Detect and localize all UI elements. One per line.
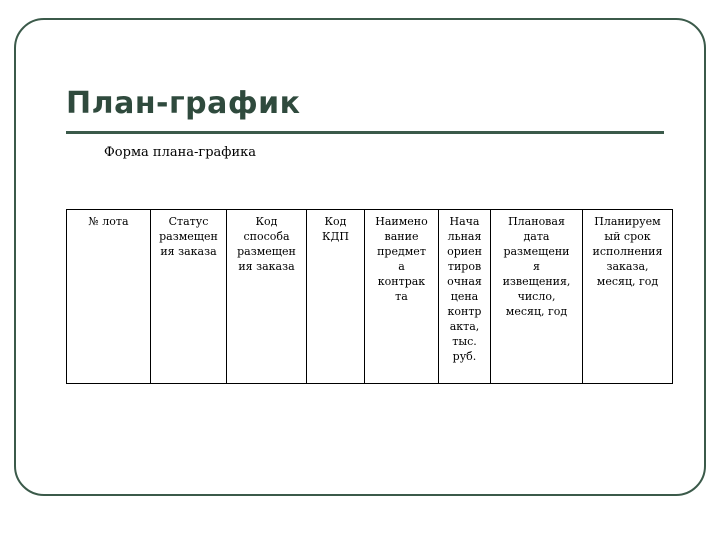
col-lot-number: № лота (67, 210, 151, 384)
col-planned-execution-term: Планируем ый срок исполнения заказа, месяц, год (583, 210, 673, 384)
title-divider (66, 131, 664, 134)
col-contract-subject: Наимено вание предмет а контрак та (365, 210, 439, 384)
col-kdp-code: Код КДП (307, 210, 365, 384)
col-initial-price: Нача льная ориен тиров очная цена контр акта, тыс. руб. (439, 210, 491, 384)
col-planned-notice-date: Плановая дата размещени я извещения, число, месяц, год (491, 210, 583, 384)
table-header-row (67, 210, 673, 384)
slide-title: План-график (66, 86, 301, 121)
subtitle: Форма плана-графика (104, 145, 257, 160)
plan-schedule-table (66, 209, 673, 384)
col-order-status: Статус размещен ия заказа (151, 210, 227, 384)
col-placement-method-code: Код способа размещен ия заказа (227, 210, 307, 384)
